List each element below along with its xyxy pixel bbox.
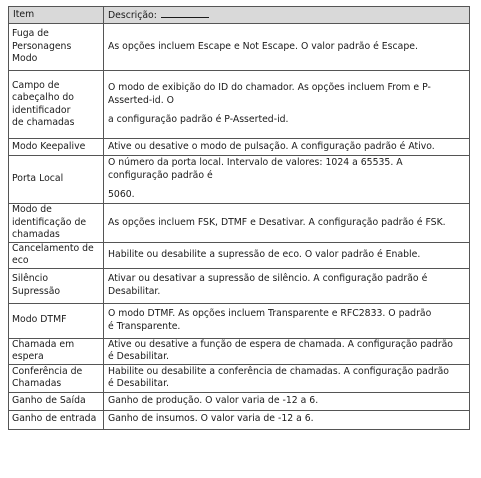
item-text: Modo Keepalive: [12, 140, 86, 152]
description-text: configuração padrão é: [108, 169, 213, 181]
table-row: [9, 303, 470, 338]
item-cell: [9, 364, 104, 392]
item-text: Ganho de Saída: [12, 394, 86, 406]
item-text: chamadas: [12, 229, 60, 240]
item-text: de chamadas: [12, 117, 75, 128]
item-cell: [9, 204, 104, 243]
item-text: Conferência de: [12, 365, 83, 377]
item-text: Silêncio: [12, 273, 49, 284]
header-description: [104, 7, 470, 24]
description-text: Ganho de produção. O valor varia de -12 a 6.: [108, 394, 319, 406]
item-text: cabeçalho do: [12, 92, 74, 103]
description-text: Habilite ou desabilite a supressão de eco. O valor padrão é Enable.: [108, 248, 421, 260]
item-cell: [9, 338, 104, 364]
description-cell: [104, 139, 470, 156]
item-text: espera: [12, 351, 44, 362]
description-text: Desabilitar.: [108, 285, 161, 297]
table-row: [9, 156, 470, 204]
item-cell: [9, 139, 104, 156]
description-cell: [104, 242, 470, 268]
description-text: Ativar ou desativar a supressão de silêncio. A configuração padrão é: [108, 273, 428, 284]
item-text: identificação de: [12, 216, 87, 228]
table-row: [9, 392, 470, 410]
header-item: Item: [9, 7, 104, 24]
item-text: Personagens: [12, 40, 72, 52]
item-text: Ganho de entrada: [12, 413, 97, 425]
item-text: eco: [12, 255, 29, 266]
item-text: Campo de: [12, 79, 60, 91]
description-cell: [104, 71, 470, 139]
description-text: O número da porta local. Intervalo de valores: 1024 a 65535. A: [108, 157, 403, 169]
item-cell: [9, 392, 104, 410]
table-row: [9, 204, 470, 243]
description-cell: [104, 156, 470, 204]
description-cell: [104, 338, 470, 364]
table-row: [9, 364, 470, 392]
item-text: Chamada em: [12, 338, 75, 350]
item-text: Fuga de: [12, 28, 49, 40]
header-description-label: Descrição:: [108, 9, 157, 21]
table-body: [9, 24, 470, 430]
item-cell: [9, 71, 104, 139]
parameter-table: [8, 6, 470, 430]
item-text: Porta Local: [12, 173, 64, 185]
description-text: Asserted-id. O: [108, 94, 174, 106]
description-text: As opções incluem Escape e Not Escape. O valor padrão é Escape.: [108, 40, 418, 52]
description-cell: [104, 268, 470, 303]
description-text: O modo DTMF. As opções incluem Transparente e RFC2833. O padrão: [108, 308, 432, 319]
item-text: Supressão: [12, 285, 61, 297]
table-row: [9, 338, 470, 364]
table-header-row: [9, 7, 470, 24]
item-text: Cancelamento de: [12, 242, 94, 254]
item-text: Modo: [12, 53, 38, 65]
description-cell: [104, 24, 470, 71]
item-cell: [9, 303, 104, 338]
item-cell: [9, 410, 104, 429]
description-cell: [104, 204, 470, 243]
table-row: [9, 242, 470, 268]
description-text: a configuração padrão é P-Asserted-id.: [108, 114, 289, 126]
description-text: é Desabilitar.: [108, 378, 170, 389]
description-cell: [104, 303, 470, 338]
item-text: Modo DTMF: [12, 314, 67, 326]
description-text: Habilite ou desabilite a conferência de chamadas. A configuração padrão: [108, 365, 449, 377]
description-text: As opções incluem FSK, DTMF e Desativar. A configuração padrão é FSK.: [108, 216, 446, 228]
description-text: 5060.: [108, 189, 135, 201]
description-cell: [104, 392, 470, 410]
table-row: [9, 24, 470, 71]
description-text: é Desabilitar.: [108, 351, 170, 362]
item-text: identificador: [12, 104, 71, 116]
item-cell: [9, 24, 104, 71]
table-row: [9, 410, 470, 429]
item-text: Chamadas: [12, 378, 62, 389]
item-cell: [9, 242, 104, 268]
item-text: Modo de: [12, 204, 52, 215]
description-text: Ative ou desative a função de espera de chamada. A configuração padrão: [108, 338, 453, 350]
description-text: Ganho de insumos. O valor varia de -12 a 6.: [108, 413, 314, 425]
description-text: é Transparente.: [108, 320, 181, 332]
header-description-blank: [161, 8, 209, 18]
description-cell: [104, 364, 470, 392]
item-cell: [9, 156, 104, 204]
description-cell: [104, 410, 470, 429]
table-row: [9, 139, 470, 156]
table-row: [9, 71, 470, 139]
item-cell: [9, 268, 104, 303]
description-text: O modo de exibição do ID do chamador. As opções incluem From e P-: [108, 82, 431, 94]
description-text: Ative ou desative o modo de pulsação. A configuração padrão é Ativo.: [108, 140, 435, 152]
table-row: [9, 268, 470, 303]
